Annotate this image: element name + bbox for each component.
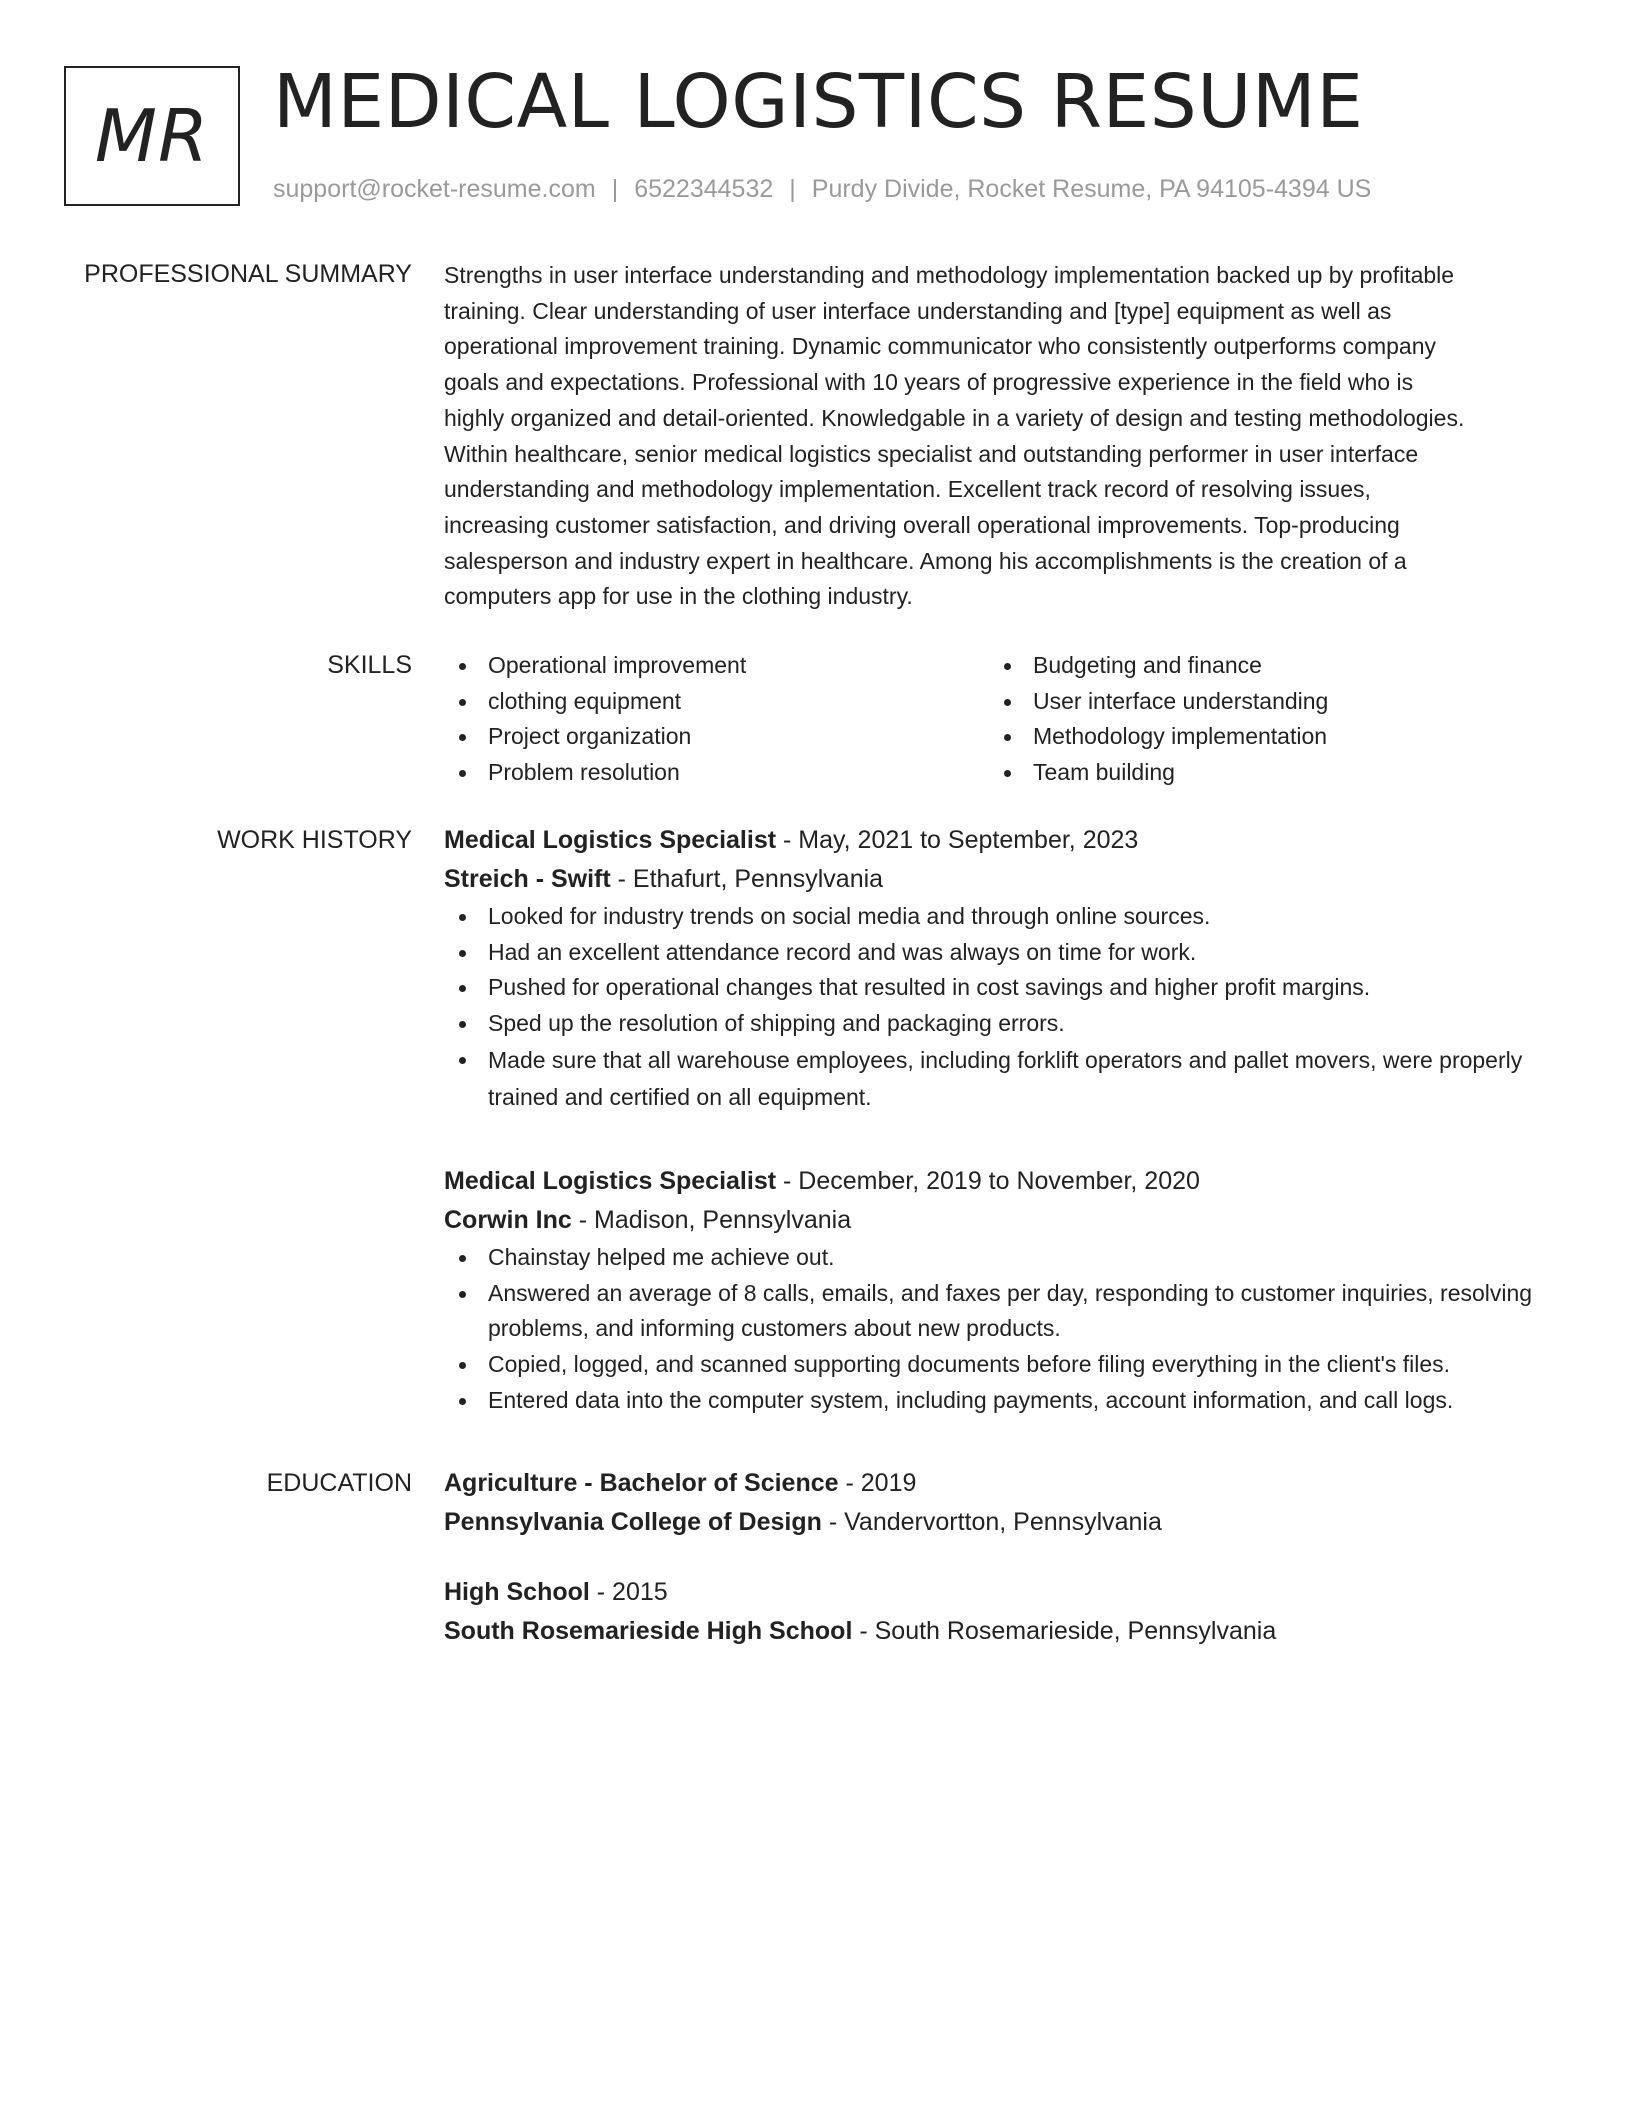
skill-item: Methodology implementation (989, 719, 1534, 755)
education-location: - South Rosemarieside, Pennsylvania (852, 1617, 1277, 1645)
skill-item: Operational improvement (444, 648, 989, 684)
job-duty: Copied, logged, and scanned supporting documents before filing everything in the client's files. (444, 1347, 1544, 1383)
skill-item: Budgeting and finance (989, 648, 1534, 684)
education-entry (444, 1573, 1544, 1651)
contact-line (273, 172, 1371, 206)
summary-line: salesperson and industry expert in healthcare. Among his accomplishments is the creation of a (444, 547, 1407, 574)
monogram-box (64, 66, 240, 206)
summary-line: training. Clear understanding of user interface understanding and [type] equipment as well as (444, 297, 1392, 324)
work-heading: WORK HISTORY (217, 826, 412, 854)
summary-body (444, 258, 1544, 615)
job-duty: Sped up the resolution of shipping and packaging errors. (444, 1006, 1544, 1042)
summary-line: increasing customer satisfaction, and driving overall operational improvements. Top-producing (444, 511, 1400, 538)
summary-line: Strengths in user interface understanding and methodology implementation backed up by profitable (444, 262, 1455, 288)
skill-item: Project organization (444, 719, 989, 755)
education-school-line (444, 1503, 1544, 1542)
summary-line: goals and expectations. Professional with 10 years of progressive experience in the field who is (444, 369, 1414, 396)
summary-heading: PROFESSIONAL SUMMARY (84, 260, 412, 288)
job-duty: Made sure that all warehouse employees, including forklift operators and pallet movers, were properly trained and certified on all equipment. (444, 1042, 1544, 1116)
skills-list-left (444, 648, 989, 791)
job-company: Streich - Swift (444, 865, 611, 893)
job-dates: - May, 2021 to September, 2023 (776, 826, 1139, 854)
skills-body (444, 648, 1544, 791)
skill-item: User interface understanding (989, 684, 1534, 720)
job-duty: Had an excellent attendance record and was always on time for work. (444, 935, 1544, 971)
skill-item: Problem resolution (444, 755, 989, 791)
contact-separator: | (611, 175, 619, 203)
summary-line: understanding and methodology implementation. Excellent track record of resolving issues, (444, 476, 1371, 503)
summary-line: computers app for use in the clothing industry. (444, 583, 913, 610)
education-degree-line (444, 1464, 1544, 1503)
job-duty: Pushed for operational changes that resulted in cost savings and higher profit margins. (444, 970, 1544, 1006)
education-entry (444, 1464, 1544, 1542)
job-entry (444, 821, 1544, 1116)
job-role: Medical Logistics Specialist (444, 1167, 777, 1195)
job-dates: - December, 2019 to November, 2020 (776, 1167, 1200, 1195)
summary-line: Within healthcare, senior medical logistics specialist and outstanding performer in user interface (444, 440, 1419, 467)
contact-email: support@rocket-resume.com (273, 175, 596, 203)
summary-paragraph (444, 258, 1544, 615)
summary-line: operational improvement training. Dynamic communicator who consistently outperforms company (444, 333, 1436, 360)
job-duty: Looked for industry trends on social media and through online sources. (444, 899, 1544, 935)
resume-title: MEDICAL LOGISTICS RESUME (273, 59, 1364, 145)
skills-list-right (989, 648, 1534, 791)
job-role: Medical Logistics Specialist (444, 826, 777, 854)
monogram-initials: MR (94, 94, 210, 178)
job-entry (444, 1162, 1544, 1419)
education-school-line (444, 1612, 1544, 1651)
education-degree: Agriculture - Bachelor of Science (444, 1469, 839, 1497)
summary-line: highly organized and detail-oriented. Knowledgable in a variety of design and testing methodologies. (444, 404, 1465, 431)
education-degree: High School (444, 1578, 590, 1606)
education-year: - 2015 (589, 1578, 668, 1606)
education-degree-line (444, 1573, 1544, 1612)
job-company-line (444, 1201, 1544, 1240)
job-location: - Madison, Pennsylvania (571, 1206, 852, 1234)
contact-address: Purdy Divide, Rocket Resume, PA 94105-4394 US (811, 175, 1372, 203)
contact-phone: 6522344532 (634, 175, 774, 203)
education-location: - Vandervortton, Pennsylvania (821, 1508, 1162, 1536)
job-company: Corwin Inc (444, 1206, 572, 1234)
job-title-line (444, 1162, 1544, 1201)
job-duty: Answered an average of 8 calls, emails, and faxes per day, responding to customer inquiries, resolving problems, and informing customers about new products. (444, 1276, 1544, 1347)
job-title-line (444, 821, 1544, 860)
education-school: Pennsylvania College of Design (444, 1508, 822, 1536)
contact-separator: | (789, 175, 796, 203)
education-year: - 2019 (838, 1469, 917, 1497)
job-duties (444, 1240, 1544, 1419)
skill-item: Team building (989, 755, 1534, 791)
education-heading: EDUCATION (266, 1469, 412, 1497)
job-duties (444, 899, 1544, 1116)
job-duty: Entered data into the computer system, including payments, account information, and call logs. (444, 1383, 1544, 1419)
job-company-line (444, 860, 1544, 899)
skills-grid (444, 648, 1544, 791)
education-school: South Rosemarieside High School (444, 1617, 853, 1645)
job-location: - Ethafurt, Pennsylvania (610, 865, 884, 893)
skill-item: clothing equipment (444, 684, 989, 720)
skills-heading: SKILLS (327, 651, 412, 679)
job-duty: Chainstay helped me achieve out. (444, 1240, 1544, 1276)
